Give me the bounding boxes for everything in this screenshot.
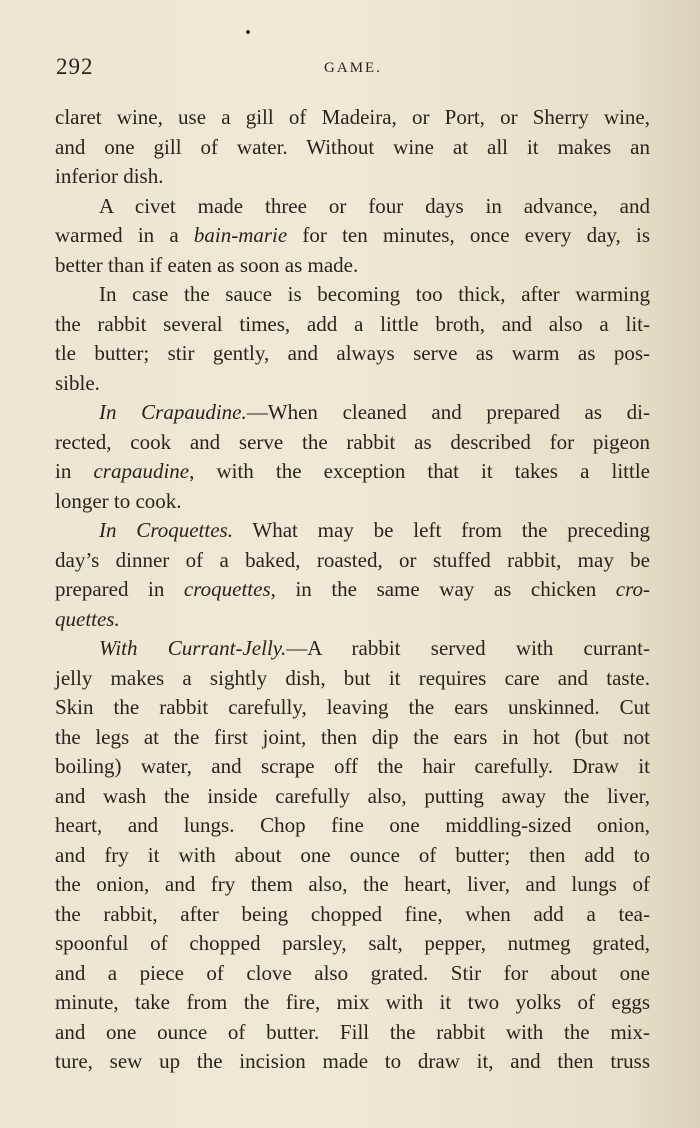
- italic-text: In Crapaudine.: [99, 400, 247, 424]
- text-line: [55, 575, 650, 605]
- text-segment: and a piece of clove also grated. Stir for about one: [55, 960, 650, 985]
- italic-text: crapaudine: [93, 459, 190, 483]
- text-segment: the rabbit several times, add a little broth, and also a lit-: [55, 311, 650, 336]
- text-line: [55, 782, 650, 812]
- text-segment: the rabbit, after being chopped fine, when add a tea-: [55, 901, 650, 926]
- text-segment: claret wine, use a gill of Madeira, or Port, or Sherry wine,: [55, 105, 650, 129]
- text-segment: ture, sew up the incision made to draw it, and then truss: [55, 1049, 650, 1073]
- text-line: [55, 664, 650, 694]
- text-line: [55, 339, 650, 369]
- text-line: [55, 133, 650, 163]
- text-segment: , with the exception that it takes a little: [189, 459, 650, 483]
- text-segment: jelly makes a sightly dish, but it requires care and taste.: [55, 665, 650, 690]
- text-segment: In case the sauce is becoming too thick, after warming: [99, 282, 650, 306]
- text-segment: longer to cook.: [55, 488, 182, 513]
- text-line: [55, 1018, 650, 1048]
- italic-text: With Currant-Jelly.: [99, 636, 287, 660]
- text-line: [55, 870, 650, 900]
- text-segment: minute, take from the fire, mix with it two yolks of eggs: [55, 990, 650, 1014]
- text-segment: A civet made three or four days in advance, and: [99, 193, 650, 218]
- text-line: [55, 487, 650, 517]
- text-line: [55, 221, 650, 251]
- page-number: 292: [56, 54, 94, 79]
- text-segment: and one gill of water. Without wine at all it makes an: [55, 134, 650, 159]
- text-segment: —A rabbit served with currant-: [286, 636, 651, 660]
- italic-text: croquettes: [183, 577, 271, 601]
- text-line: [55, 192, 650, 222]
- text-segment: warmed in a: [55, 223, 194, 247]
- text-segment: boiling) water, and scrape off the hair carefully. Draw it: [55, 754, 650, 778]
- text-segment: spoonful of chopped parsley, salt, pepper, nutmeg grated,: [55, 931, 650, 955]
- text-line: [55, 959, 650, 989]
- text-line: [55, 251, 650, 281]
- text-line: [55, 605, 650, 635]
- text-segment: and fry it with about one ounce of butter; then add to: [55, 842, 650, 867]
- body-text: [55, 103, 650, 1077]
- page-header: [56, 54, 650, 82]
- text-line: [55, 841, 650, 871]
- text-line: [55, 162, 650, 192]
- italic-text: quettes.: [55, 606, 120, 631]
- ink-speck: [246, 30, 250, 34]
- text-segment: heart, and lungs. Chop fine one middling-sized onion,: [55, 813, 650, 837]
- text-segment: —When cleaned and prepared as di-: [246, 400, 651, 424]
- text-line: [55, 929, 650, 959]
- text-segment: better than if eaten as soon as made.: [55, 252, 359, 277]
- text-line: [55, 457, 650, 487]
- text-segment: the onion, and fry them also, the heart, liver, and lungs of: [55, 872, 650, 896]
- text-line: [55, 369, 650, 399]
- text-segment: prepared in: [55, 577, 184, 601]
- text-line: [55, 398, 650, 428]
- text-line: [55, 693, 650, 723]
- text-line: [55, 1047, 650, 1077]
- text-segment: for ten minutes, once every day, is: [287, 223, 650, 247]
- text-segment: inferior dish.: [55, 164, 164, 188]
- text-line: [55, 280, 650, 310]
- text-line: [55, 310, 650, 340]
- italic-text: cro-: [615, 577, 650, 601]
- text-segment: the legs at the first joint, then dip the ears in hot (but not: [55, 724, 650, 749]
- text-line: [55, 811, 650, 841]
- text-line: [55, 546, 650, 576]
- text-segment: Skin the rabbit carefully, leaving the ears unskinned. Cut: [55, 695, 650, 719]
- text-segment: and one ounce of butter. Fill the rabbit with the mix-: [55, 1019, 650, 1044]
- text-line: [55, 103, 650, 133]
- text-segment: , in the same way as chicken: [270, 577, 616, 601]
- text-segment: day’s dinner of a baked, roasted, or stuffed rabbit, may be: [55, 547, 650, 572]
- text-segment: rected, cook and serve the rabbit as described for pigeon: [55, 429, 650, 454]
- text-segment: and wash the inside carefully also, putting away the liver,: [55, 783, 650, 808]
- text-line: [55, 634, 650, 664]
- text-line: [55, 723, 650, 753]
- text-line: [55, 988, 650, 1018]
- text-line: [55, 428, 650, 458]
- text-segment: in: [55, 459, 94, 483]
- text-segment: sible.: [55, 370, 100, 395]
- text-line: [55, 900, 650, 930]
- italic-text: bain-marie: [193, 223, 288, 247]
- text-line: [55, 752, 650, 782]
- text-line: [55, 516, 650, 546]
- running-head: GAME.: [324, 60, 382, 76]
- italic-text: In Croquettes.: [99, 518, 233, 542]
- text-segment: tle butter; stir gently, and always serve as warm as pos-: [55, 341, 650, 365]
- text-segment: What may be left from the preceding: [232, 518, 650, 542]
